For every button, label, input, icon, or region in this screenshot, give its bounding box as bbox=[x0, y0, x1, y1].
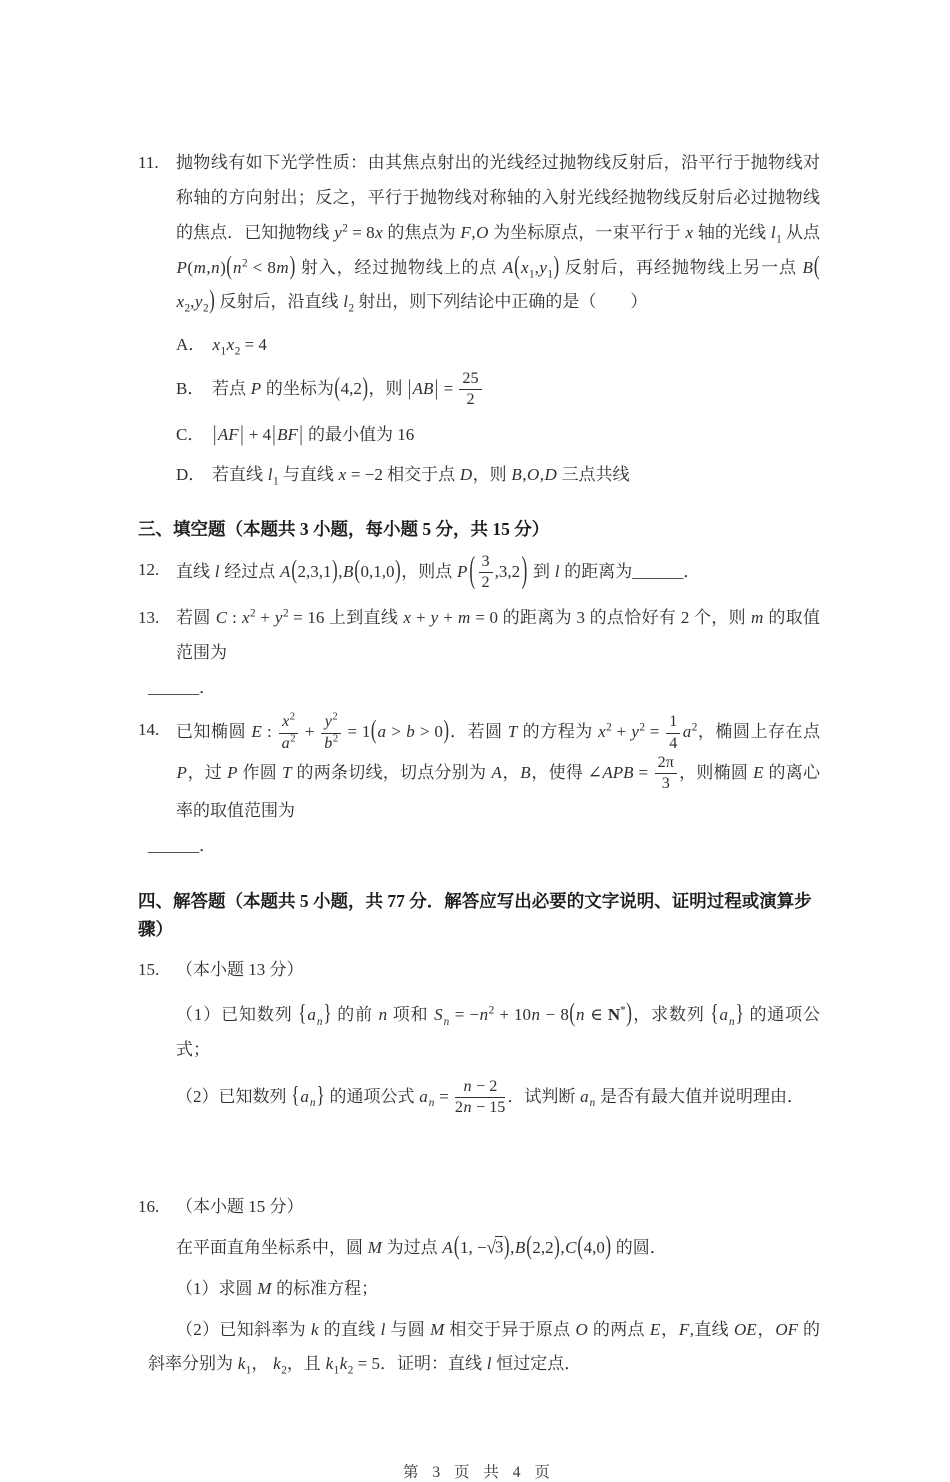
question-12 bbox=[138, 548, 820, 593]
option-d-label: D． bbox=[176, 465, 206, 485]
question-15-header bbox=[138, 953, 820, 988]
option-c bbox=[176, 419, 820, 450]
question-11-row bbox=[138, 146, 820, 320]
question-14-number: 14. bbox=[138, 720, 160, 740]
section-solve-heading: 四、解答题（本题共 5 小题，共 77 分．解答应写出必要的文字说明、证明过程或演算步骤） bbox=[138, 891, 812, 940]
option-c-label: C． bbox=[176, 424, 205, 444]
option-d bbox=[176, 459, 820, 490]
question-15-part-1: （1）已知数列 $\{a_n\}$ 的前 n 项和 $S_n = -n^2 + 10n - 8(n$ ∈ N*)，求数列 $\{a_n\}$ 的通项公式； bbox=[176, 997, 821, 1060]
question-16-header bbox=[138, 1190, 820, 1225]
question-16-number: 16. bbox=[138, 1197, 160, 1217]
blank-answer-space bbox=[138, 1128, 820, 1190]
question-13 bbox=[138, 601, 820, 706]
question-16-part-1: （1）求圆 M 的标准方程； bbox=[176, 1278, 379, 1298]
option-d-text: 若直线 $l_1$ 与直线 x = −2 相交于点 D，则 B,O,D 三点共线 bbox=[212, 465, 630, 488]
question-11-text: 抛物线有如下光学性质：由其焦点射出的光线经过抛物线反射后，沿平行于抛物线对称轴的方向射出；反之，平行于抛物线对称轴的入射光线经抛物线反射后必过抛物线的焦点．已知抛物线 $y^2 = 8x$ 的焦点为 F,O 为坐标原点，一束平行于 x 轴的光线 $l_1$ 从点 $P(m,n)(n^2 < 8m)$ 射入，经过抛物线上的点 $A(x_1,y_1)$ 反射后，再经抛物线上另一点 $B(x_2,y_2)$ 反射后，沿直线 $l_2$ 射出，则下列结论中正确的是（ ） bbox=[176, 153, 821, 315]
question-14 bbox=[138, 713, 820, 863]
question-13-text: 若圆 C : $x^2 + y^2 = 16$ 上到直线 x + y + m = 0 的距离为 3 的点恰好有 2 个，则 m 的取值范围为 ______． bbox=[148, 607, 821, 697]
question-16-part-2: （2）已知斜率为 k 的直线 l 与圆 M 相交于异于原点 O 的两点 E，F,直线 OE，OF 的斜率分别为 $k_1$， $k_2$，且 $k_1k_2 = 5$．证明：直线 l 恒过定点． bbox=[148, 1319, 821, 1377]
option-a-text: $x_1x_2 = 4$ bbox=[212, 335, 267, 358]
question-12-text: 直线 l 经过点 A(2,3,1),B(0,1,0)，则点 P ( $\frac{3}{2}$ ,3,2) 到 l 的距离为______． bbox=[176, 548, 701, 592]
question-11 bbox=[138, 146, 820, 491]
question-12-number: 12. bbox=[138, 559, 160, 579]
question-15-part-2: （2）已知数列 $\{a_n\}$ 的通项公式 $a_n$ = $\frac{n - 2}{2n - 15}$ ．试判断 $a_n$ 是否有最大值并说明理由． bbox=[176, 1077, 804, 1117]
option-c-text: |AF| + 4|BF| 的最小值为 16 bbox=[213, 421, 415, 446]
option-b-label: B． bbox=[176, 378, 205, 398]
question-16-title: （本小题 15 分） bbox=[176, 1197, 304, 1217]
question-11-options bbox=[176, 329, 820, 490]
option-b-text: 若点 P 的坐标为(4,2)，则 |AB| = $\frac{25}{2}$ bbox=[212, 370, 820, 410]
question-15-number: 15. bbox=[138, 960, 160, 980]
page-footer: 第 3 页 共 4 页 bbox=[403, 1464, 555, 1482]
question-16 bbox=[138, 1190, 820, 1382]
question-16-intro: 在平面直角坐标系中，圆 M 为过点 A(1, −√3),B(2,2),C(4,0) 的圆． bbox=[176, 1230, 667, 1261]
section-fill-in-heading: 三、填空题（本题共 3 小题，每小题 5 分，共 15 分） bbox=[138, 518, 550, 539]
question-15-title: （本小题 13 分） bbox=[176, 960, 304, 980]
option-b bbox=[176, 370, 820, 410]
question-14-text: 已知椭圆 E : $\frac{x^2}{a^2}$ + $\frac{y^2}{b^2}$ = 1(a > b > 0)．若圆 T 的方程为 $x^2 + y^2$ = $\frac{1}{4}$ $a^2$，椭圆上存在点 P，过 P 作圆 T 的两条切线，切点分别为 A，B，使得 ∠APB = $\frac{2\pi}{3}$ ，则椭圆 E 的离心率的取值范围为 ______． bbox=[148, 712, 821, 855]
question-11-number: 11. bbox=[138, 153, 159, 172]
question-15 bbox=[138, 953, 820, 1118]
option-a-label: A． bbox=[176, 335, 206, 355]
question-13-number: 13. bbox=[138, 607, 160, 627]
option-a bbox=[176, 329, 820, 360]
